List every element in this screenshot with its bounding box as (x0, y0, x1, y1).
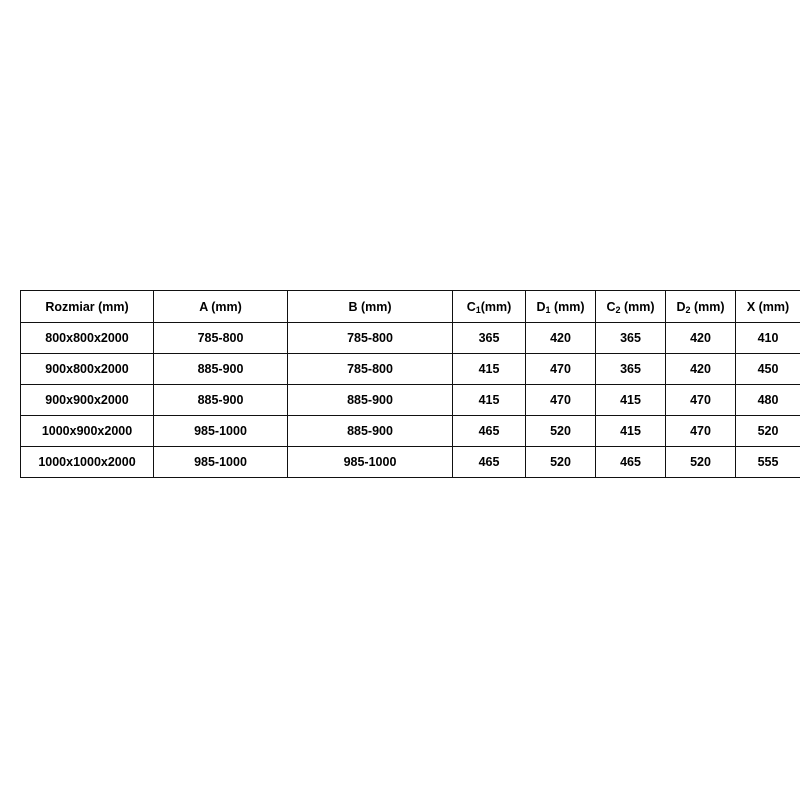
column-header-label: B (mm) (348, 299, 392, 314)
table-header-row (21, 291, 800, 323)
cell-c2: 465 (596, 447, 666, 478)
column-header-rozmiar (21, 291, 154, 323)
table-row (21, 354, 800, 385)
cell-b: 885-900 (288, 385, 453, 416)
column-header-d1 (526, 291, 596, 323)
dimensions-table-container (20, 290, 790, 478)
column-header-subscript: 1 (475, 304, 481, 315)
cell-x: 450 (736, 354, 800, 385)
cell-x: 520 (736, 416, 800, 447)
cell-size: 1000x900x2000 (21, 416, 154, 447)
cell-x: 555 (736, 447, 800, 478)
column-header-d2 (666, 291, 736, 323)
column-header-a (154, 291, 288, 323)
cell-d2: 470 (666, 416, 736, 447)
column-header-subscript: 2 (615, 304, 621, 315)
cell-c2: 365 (596, 323, 666, 354)
column-header-subscript: 1 (545, 304, 551, 315)
cell-c2: 415 (596, 385, 666, 416)
cell-a: 885-900 (154, 354, 288, 385)
cell-d1: 520 (526, 416, 596, 447)
column-header-unit: (mm) (620, 299, 655, 314)
cell-b: 985-1000 (288, 447, 453, 478)
cell-size: 1000x1000x2000 (21, 447, 154, 478)
cell-a: 885-900 (154, 385, 288, 416)
column-header-unit: (mm) (480, 299, 512, 314)
cell-size: 800x800x2000 (21, 323, 154, 354)
column-header-label: A (mm) (199, 299, 242, 314)
cell-c1: 415 (453, 354, 526, 385)
cell-b: 785-800 (288, 354, 453, 385)
table-row (21, 323, 800, 354)
cell-a: 985-1000 (154, 447, 288, 478)
column-header-b (288, 291, 453, 323)
cell-b: 785-800 (288, 323, 453, 354)
column-header-c2 (596, 291, 666, 323)
cell-b: 885-900 (288, 416, 453, 447)
cell-c1: 465 (453, 447, 526, 478)
column-header-c1 (453, 291, 526, 323)
column-header-x (736, 291, 800, 323)
cell-c2: 415 (596, 416, 666, 447)
column-header-unit: (mm) (550, 299, 585, 314)
cell-d1: 420 (526, 323, 596, 354)
column-header-label: D (676, 299, 686, 314)
cell-size: 900x800x2000 (21, 354, 154, 385)
column-header-label: Rozmiar (mm) (45, 299, 129, 314)
cell-d2: 420 (666, 323, 736, 354)
cell-d2: 420 (666, 354, 736, 385)
cell-c2: 365 (596, 354, 666, 385)
cell-d1: 470 (526, 385, 596, 416)
cell-d1: 470 (526, 354, 596, 385)
column-header-unit: (mm) (690, 299, 725, 314)
table-row (21, 385, 800, 416)
column-header-subscript: 2 (685, 304, 691, 315)
cell-c1: 365 (453, 323, 526, 354)
column-header-label: D (536, 299, 546, 314)
cell-a: 985-1000 (154, 416, 288, 447)
table-row (21, 447, 800, 478)
cell-d2: 520 (666, 447, 736, 478)
cell-c1: 415 (453, 385, 526, 416)
column-header-label: C (606, 299, 616, 314)
cell-x: 480 (736, 385, 800, 416)
cell-d2: 470 (666, 385, 736, 416)
column-header-label: X (mm) (746, 299, 790, 314)
column-header-label: C (466, 299, 476, 314)
cell-d1: 520 (526, 447, 596, 478)
cell-size: 900x900x2000 (21, 385, 154, 416)
cell-x: 410 (736, 323, 800, 354)
table-row (21, 416, 800, 447)
shower-enclosure-dimensions-table (20, 290, 800, 478)
cell-c1: 465 (453, 416, 526, 447)
cell-a: 785-800 (154, 323, 288, 354)
